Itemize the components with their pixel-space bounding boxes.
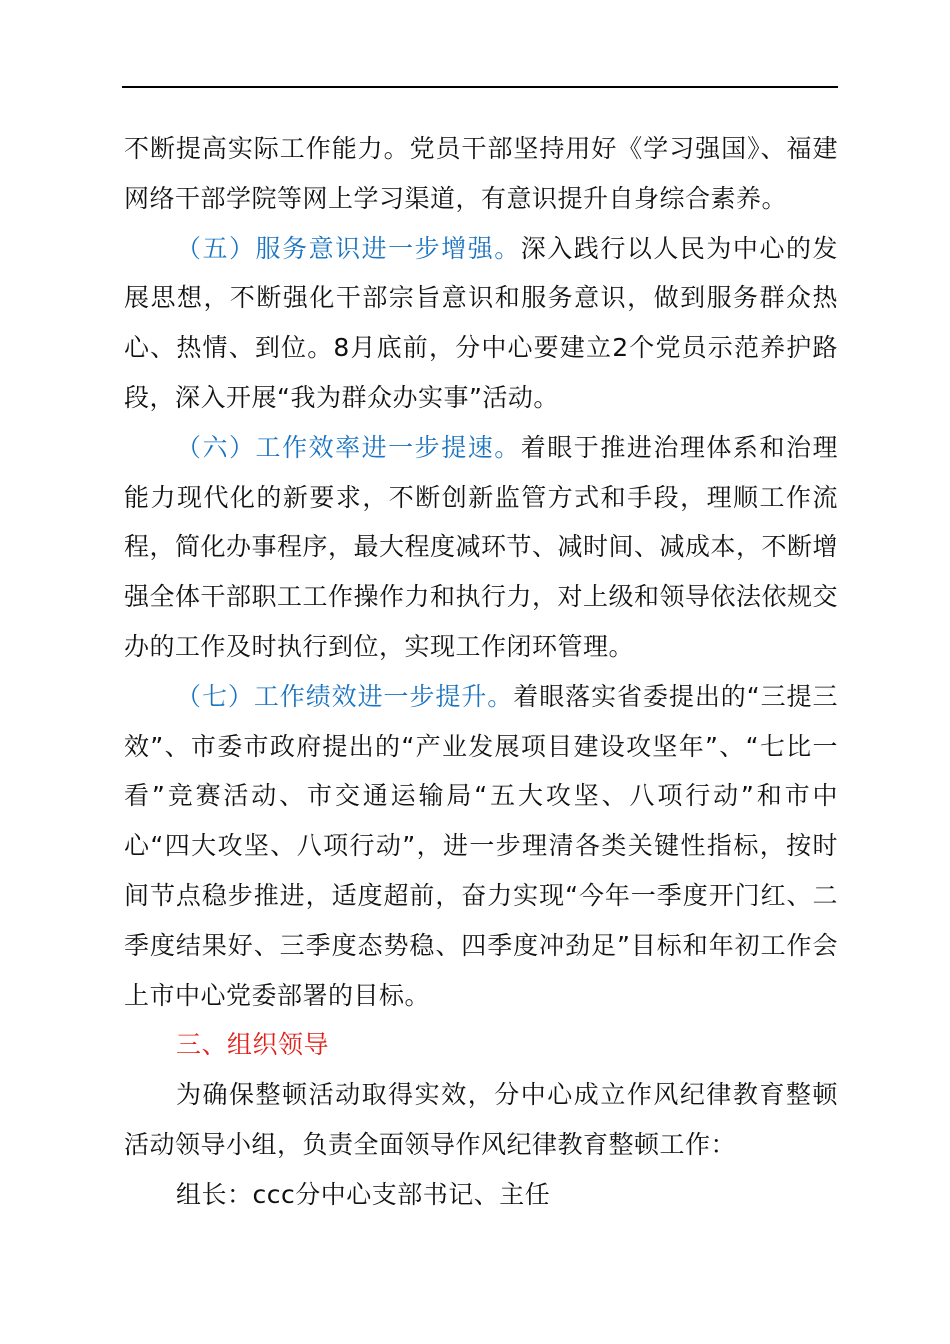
paragraph-text: 着眼落实省委提出的“三提三效”、市委市政府提出的“产业发展项目建设攻坚年”、“七比一看”竞赛活动、市交通运输局“五大攻坚、八项行动”和市中心“四大攻坚、八项行动”，进一步理清各类关键性指标，按时间节点稳步推进，适度超前，奋力实现“今年一季度开门红、二季度结果好、三季度态势稳、四季度冲劲足”目标和年初工作会上市中心党委部署的目标。 [124, 681, 838, 1010]
paragraph-text: 为确保整顿活动取得实效，分中心成立作风纪律教育整顿活动领导小组，负责全面领导作风纪律教育整顿工作： [124, 1080, 838, 1159]
paragraph-text: 深入践行以人民为中心的发展思想，不断强化干部宗旨意识和服务意识，做到服务群众热心、热情、到位。8月底前，分中心要建立2个党员示范养护路段，深入开展“我为群众办实事”活动。 [124, 233, 838, 412]
paragraph-work-performance [124, 672, 838, 1021]
subheading-seven: （七）工作绩效进一步提升。 [176, 681, 514, 711]
paragraph-text: 组长：ccc分中心支部书记、主任 [176, 1179, 551, 1209]
paragraph-service-awareness [124, 224, 838, 423]
paragraph-text: 着眼于推进治理体系和治理能力现代化的新要求，不断创新监管方式和手段，理顺工作流程，简化办事程序，最大程度减环节、减时间、减成本，不断增强全体干部职工工作操作力和执行力，对上级和领导依法依规交办的工作及时执行到位，实现工作闭环管理。 [124, 432, 839, 661]
paragraph-leadership-group [124, 1070, 838, 1170]
subheading-six: （六）工作效率进一步提速。 [176, 432, 521, 462]
document-body [124, 124, 838, 1220]
paragraph-work-efficiency [124, 423, 838, 672]
header-rule [122, 86, 838, 88]
paragraph-continuation [124, 124, 838, 224]
section-heading-organization: 三、组织领导 [176, 1030, 330, 1060]
paragraph-group-leader [124, 1170, 838, 1220]
paragraph-text: 不断提高实际工作能力。党员干部坚持用好《学习强国》、福建网络干部学院等网上学习渠道，有意识提升自身综合素养。 [124, 134, 838, 213]
subheading-five: （五）服务意识进一步增强。 [176, 233, 521, 263]
